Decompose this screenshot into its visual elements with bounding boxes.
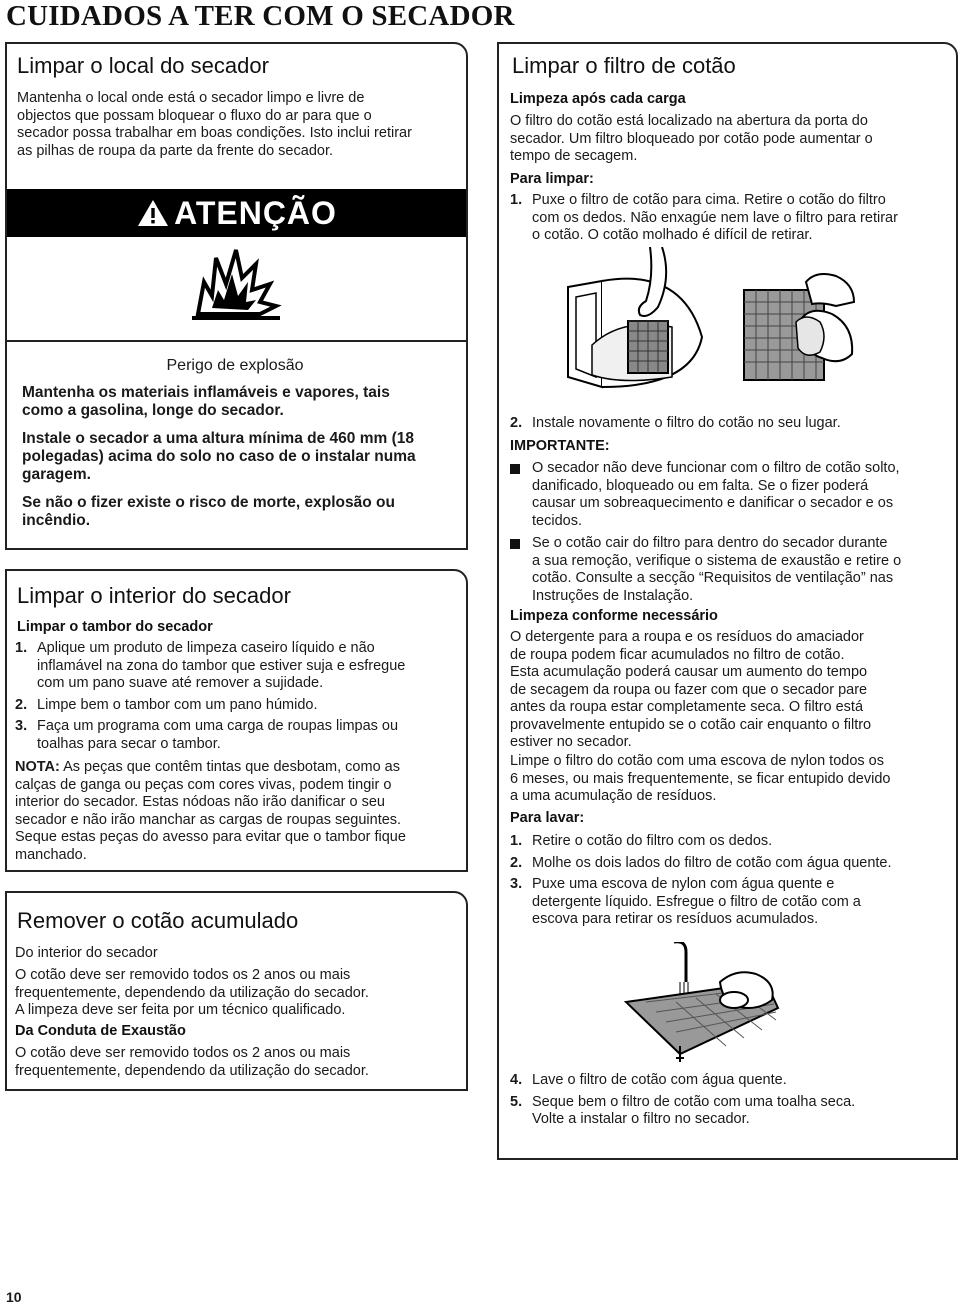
filter-sub1: Limpeza após cada carga: [510, 91, 686, 107]
filter-to-wash: Para lavar:: [510, 810, 585, 826]
list-item: 1. Puxe o filtro de cotão para cima. Retire o cotão do filtro com os dedos. Não enxagúe nem lave o filtro para retirar o cotão. O cotão molhado é difícil de retirar.: [510, 192, 898, 243]
local-heading: Limpar o local do secador: [17, 53, 269, 78]
remove-heading: Remover o cotão acumulado: [17, 908, 299, 933]
warning-banner-label: ATENÇÃO: [174, 194, 337, 231]
list-item: 4. Lave o filtro de cotão com água quente.: [510, 1072, 787, 1088]
interior-heading: Limpar o interior do secador: [17, 583, 291, 608]
list-item: 3. Faça um programa com uma carga de roupas limpas ou toalhas para secar o tambor.: [15, 718, 399, 752]
filter-bullets: [510, 460, 950, 605]
remove-sub2: Da Conduta de Exaustão: [15, 1023, 186, 1039]
local-body: Mantenha o local onde está o secador limpo e livre de objectos que possam bloquear o fluxo do ar para que o secador possa trabalhar em boas condições. Isto inclui retirar as pilhas de roupa da parte da frente do secador.: [17, 90, 412, 159]
explosion-icon: [190, 244, 282, 322]
wash-steps: [510, 833, 950, 929]
interior-note: NOTA: As peças que contêm tintas que desbotam, como as calças de ganga ou peças com cores vivas, podem tingir o interior do secador. Estas nódoas não irão danificar o seu secador e não irão manchar as cargas de roupas seguintes. Seque estas peças do avesso para evitar que o tambor fique manchado.: [15, 759, 406, 863]
warning-triangle-icon: [136, 198, 170, 228]
list-item: O secador não deve funcionar com o filtro de cotão solto, danificado, bloqueado ou em falta. Se o fizer poderá causar um sobreaquecimento e danificar o secador e os tecidos.: [510, 460, 950, 530]
remove-body2: O cotão deve ser removido todos os 2 anos ou mais frequentemente, dependendo da utilização do secador.: [15, 1045, 369, 1079]
list-item: 5. Seque bem o filtro de cotão com uma toalha seca. Volte a instalar o filtro no secador.: [510, 1093, 856, 1127]
list-item: 2. Molhe os dois lados do filtro de cotão com água quente.: [510, 854, 892, 871]
bullet-icon: [510, 464, 520, 474]
filter-para2: Limpe o filtro do cotão com uma escova de nylon todos os 6 meses, ou mais frequentemente, se ficar entupido devido a uma acumulação de resíduos.: [510, 753, 891, 804]
interior-steps: [15, 640, 465, 753]
dryer-filter-illustration: [562, 247, 710, 393]
warning-banner: [7, 189, 466, 237]
bullet-icon: [510, 539, 520, 549]
filter-para1: O detergente para a roupa e os resíduos do amaciador de roupa podem ficar acumulados no filtro de cotão. Esta acumulação poderá causar um aumento do tempo de secagem da roupa ou fazer com que o secador pare antes da roupa estar completamente seca. O filtro está provavelmente entupido se o cotão cair enquanto o filtro estiver no secador.: [510, 629, 872, 750]
warning-text: Mantenha os materiais inflamáveis e vapores, tais como a gasolina, longe do secador. Instale o secador a uma altura mínima de 460 mm (18 polegadas) acima do solo no caso de o instalar numa garagem. Se não o fizer existe o risco de morte, explosão ou incêndio.: [22, 384, 416, 529]
remove-body1: O cotão deve ser removido todos os 2 anos ou mais frequentemente, dependendo da utilização do secador. A limpeza deve ser feita por um técnico qualificado.: [15, 967, 369, 1018]
list-item: 1. Aplique um produto de limpeza caseiro líquido e não inflamável na zona do tambor que estiver suja e esfregue com um pano suave até remover a sujidade.: [15, 640, 406, 691]
warning-title: Perigo de explosão: [166, 357, 304, 374]
list-item: 1. Retire o cotão do filtro com os dedos.: [510, 833, 773, 849]
filter-to-clean: Para limpar:: [510, 171, 594, 187]
filter-intro: O filtro do cotão está localizado na abertura da porta do secador. Um filtro bloqueado por cotão pode aumentar o tempo de secagem.: [510, 113, 873, 164]
filter-sub2: Limpeza conforme necessário: [510, 608, 718, 624]
list-item: 2. Instale novamente o filtro do cotão no seu lugar.: [510, 415, 841, 431]
final-steps: [510, 1072, 950, 1129]
washing-filter-illustration: [616, 942, 788, 1066]
page-number: 10: [6, 1289, 22, 1305]
filter-important: IMPORTANTE:: [510, 438, 610, 454]
interior-subheading: Limpar o tambor do secador: [17, 619, 213, 635]
page-title: CUIDADOS A TER COM O SECADOR: [6, 0, 515, 32]
remove-sub1: Do interior do secador: [15, 945, 158, 961]
filter-heading: Limpar o filtro de cotão: [512, 53, 736, 78]
warning-content-border: [7, 340, 466, 342]
filter-hands-illustration: [736, 262, 858, 386]
list-item: 3. Puxe uma escova de nylon com água quente e detergente líquido. Esfregue o filtro de cotão com a escova para retirar os resíduos acumulados.: [510, 876, 861, 927]
list-item: Se o cotão cair do filtro para dentro do secador durante a sua remoção, verifique o sistema de exaustão e retire o cotão. Consulte a secção “Requisitos de ventilação” nas Instruções de Instalação.: [510, 535, 950, 605]
list-item: 2. Limpe bem o tambor com um pano húmido.: [15, 696, 318, 713]
